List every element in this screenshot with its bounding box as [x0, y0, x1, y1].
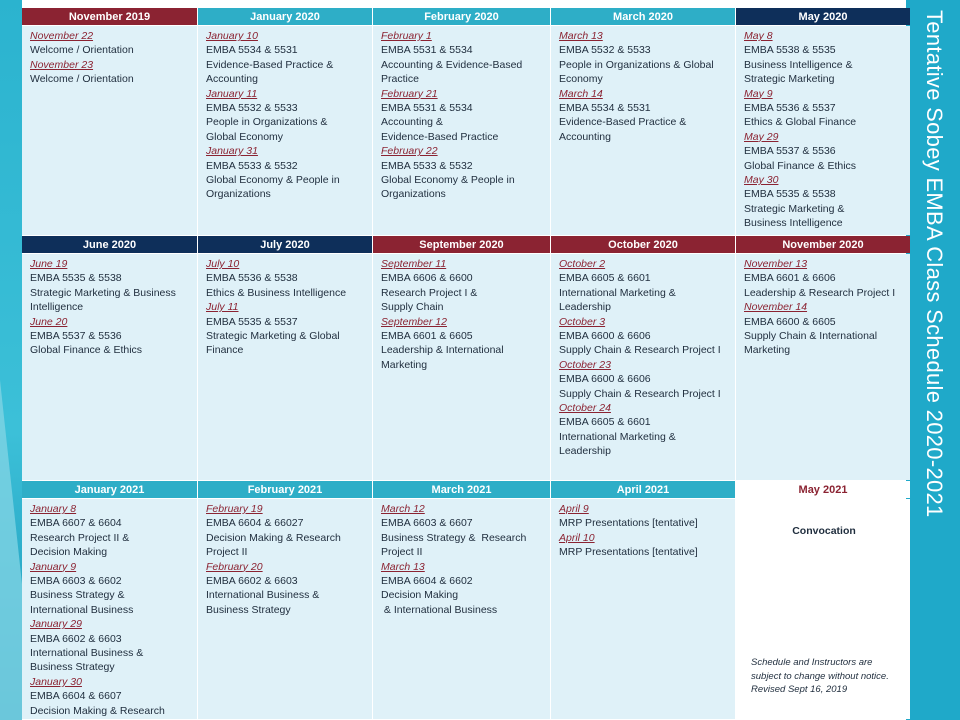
course-line: International Marketing &	[559, 286, 676, 299]
course-line: Business Strategy &	[30, 589, 125, 602]
schedule-grid	[22, 8, 906, 719]
course-line: EMBA 6604 & 6602	[381, 575, 473, 588]
month-header: June 2020	[22, 236, 197, 253]
course-line: EMBA 6600 & 6606	[559, 373, 651, 386]
course-line: EMBA 5533 & 5532	[206, 159, 298, 172]
course-line: EMBA 5532 & 5533	[559, 44, 651, 57]
course-line: Decision Making & Research	[206, 531, 341, 544]
course-line: Business Intelligence	[744, 217, 843, 230]
course-line: EMBA 6604 & 66027	[206, 517, 304, 530]
course-line: EMBA 6600 & 6606	[559, 330, 651, 343]
class-date: June 20	[30, 315, 68, 328]
course-line: Welcome / Orientation	[30, 44, 134, 57]
class-date: May 8	[744, 30, 773, 42]
class-date: February 20	[206, 560, 263, 573]
course-line: Research Project I &	[381, 286, 478, 299]
course-line: MRP Presentations [tentative]	[559, 546, 698, 559]
revision-note: Schedule and Instructors are subject to change without notice. Revised Sept 16, 2019	[751, 657, 889, 695]
month-cell	[22, 254, 197, 480]
course-line: Research Project II &	[30, 531, 130, 544]
course-line: Project II	[381, 546, 423, 559]
course-line: Supply Chain & International	[744, 330, 878, 343]
month-cell	[198, 26, 372, 235]
course-line: Evidence-Based Practice &	[559, 116, 687, 129]
course-line: Ethics & Global Finance	[744, 116, 857, 129]
course-line: EMBA 6603 & 6602	[30, 575, 122, 588]
course-line: Decision Making & Research	[30, 704, 165, 717]
course-line: Accounting &	[381, 116, 443, 129]
month-header: October 2020	[551, 236, 735, 253]
course-line: EMBA 6601 & 6605	[381, 330, 473, 343]
class-date: July 10	[206, 258, 240, 270]
class-date: January 29	[30, 618, 82, 631]
class-date: March 14	[559, 87, 603, 100]
course-line: Business Strategy & Research	[381, 531, 527, 544]
course-line: Business Intelligence &	[744, 58, 853, 71]
course-line: Global Finance & Ethics	[744, 159, 857, 172]
class-date: April 9	[559, 503, 589, 515]
course-line: EMBA 6603 & 6607	[381, 517, 473, 530]
course-line: EMBA 5538 & 5535	[744, 44, 836, 57]
course-line: Global Finance & Ethics	[30, 344, 143, 357]
course-line: People in Organizations &	[206, 116, 328, 129]
course-line: Strategic Marketing	[744, 73, 835, 86]
course-line: EMBA 5535 & 5537	[206, 315, 298, 328]
month-header: March 2021	[373, 481, 550, 498]
month-cell	[551, 254, 735, 480]
course-line: Global Economy	[206, 130, 284, 143]
month-header: May 2021	[736, 481, 910, 498]
month-header: November 2019	[22, 8, 197, 25]
course-line: Economy	[559, 73, 603, 86]
course-line: EMBA 5535 & 5538	[744, 188, 836, 201]
class-date: January 11	[206, 87, 258, 100]
class-date: January 9	[30, 560, 77, 573]
month-cell	[551, 499, 735, 719]
course-line: EMBA 5531 & 5534	[381, 44, 473, 57]
page-title: Tentative Sobey EMBA Class Schedule 2020-2021	[922, 10, 947, 518]
course-line: Supply Chain & Research Project I	[559, 387, 721, 400]
class-date: March 13	[381, 560, 425, 573]
course-line: International Business &	[206, 589, 320, 602]
course-line: EMBA 6605 & 6601	[559, 272, 651, 285]
class-date: January 10	[206, 30, 258, 42]
course-line: Ethics & Business Intelligence	[206, 286, 347, 299]
course-line: International Marketing &	[559, 430, 676, 443]
month-header: January 2020	[198, 8, 372, 25]
class-date: May 30	[744, 174, 779, 187]
class-date: February 19	[206, 503, 263, 515]
class-date: May 29	[744, 130, 779, 143]
course-line: Strategic Marketing & Global	[206, 330, 340, 343]
class-date: June 19	[30, 258, 68, 270]
course-line: People in Organizations & Global	[559, 58, 714, 71]
class-date: March 13	[559, 30, 603, 42]
course-line: EMBA 6602 & 6603	[30, 632, 122, 645]
class-date: February 21	[381, 87, 438, 100]
course-line: EMBA 5533 & 5532	[381, 159, 473, 172]
course-line: Evidence-Based Practice	[381, 130, 499, 143]
course-line: EMBA 5537 & 5536	[30, 330, 122, 343]
course-line: EMBA 6605 & 6601	[559, 416, 651, 429]
course-line: International Business	[30, 603, 134, 616]
month-cell	[22, 499, 197, 719]
course-line: EMBA 5534 & 5531	[206, 44, 298, 57]
course-line: EMBA 5536 & 5537	[744, 102, 836, 115]
course-line: Finance	[206, 344, 244, 357]
month-cell	[373, 254, 550, 480]
course-line: Strategic Marketing & Business	[30, 286, 176, 299]
month-cell	[373, 26, 550, 235]
class-date: October 2	[559, 258, 606, 270]
course-line: EMBA 6602 & 6603	[206, 575, 298, 588]
month-header: September 2020	[373, 236, 550, 253]
course-line: Strategic Marketing &	[744, 202, 845, 215]
class-date: October 24	[559, 402, 611, 415]
course-line: Accounting	[559, 130, 611, 143]
class-date: October 23	[559, 358, 611, 371]
month-header: November 2020	[736, 236, 910, 253]
course-line: Evidence-Based Practice &	[206, 58, 334, 71]
class-date: November 14	[744, 301, 808, 314]
class-date: September 11	[381, 258, 447, 270]
course-line: Accounting	[206, 73, 258, 86]
course-line: EMBA 5534 & 5531	[559, 102, 651, 115]
convocation-label: Convocation	[792, 525, 856, 537]
month-header: July 2020	[198, 236, 372, 253]
course-line: Accounting & Evidence-Based	[381, 58, 523, 71]
month-header: February 2020	[373, 8, 550, 25]
course-line: Leadership	[559, 301, 611, 314]
month-header: January 2021	[22, 481, 197, 498]
month-header: March 2020	[551, 8, 735, 25]
course-line: MRP Presentations [tentative]	[559, 517, 698, 530]
class-date: April 10	[559, 531, 595, 544]
course-line: International Business &	[30, 647, 144, 660]
course-line: Global Economy & People in	[206, 174, 340, 187]
month-cell	[373, 499, 550, 719]
course-line: Welcome / Orientation	[30, 73, 134, 86]
class-date: May 9	[744, 87, 773, 100]
month-cell	[198, 499, 372, 719]
class-date: February 22	[381, 145, 438, 158]
month-cell	[736, 254, 910, 480]
course-line: Leadership & International	[381, 344, 504, 357]
class-date: March 12	[381, 503, 425, 515]
course-line: EMBA 5531 & 5534	[381, 102, 473, 115]
course-line: EMBA 5535 & 5538	[30, 272, 122, 285]
course-line: Business Strategy	[206, 603, 291, 616]
month-cell	[198, 254, 372, 480]
class-date: February 1	[381, 30, 432, 42]
course-line: Project II	[206, 546, 248, 559]
month-cell	[22, 26, 197, 235]
course-line: EMBA 5532 & 5533	[206, 102, 298, 115]
course-line: Organizations	[381, 188, 446, 201]
course-line: Business Strategy	[30, 661, 115, 674]
course-line: EMBA 6600 & 6605	[744, 315, 836, 328]
course-line: EMBA 6607 & 6604	[30, 517, 122, 530]
course-line: Global Economy & People in	[381, 174, 515, 187]
course-line: EMBA 6606 & 6600	[381, 272, 473, 285]
course-line: Supply Chain	[381, 301, 444, 314]
course-line: EMBA 6604 & 6607	[30, 690, 122, 703]
course-line: Decision Making	[381, 589, 459, 602]
month-header: May 2020	[736, 8, 910, 25]
class-date: October 3	[559, 315, 606, 328]
course-line: Organizations	[206, 188, 271, 201]
class-date: July 11	[206, 301, 239, 314]
class-date: November 22	[30, 30, 94, 42]
class-date: November 13	[744, 258, 808, 270]
class-date: January 31	[206, 145, 258, 158]
class-date: September 12	[381, 315, 447, 328]
course-line: Leadership	[559, 445, 611, 458]
course-line: Practice	[381, 73, 419, 86]
course-line: Marketing	[381, 358, 428, 371]
month-cell	[736, 26, 910, 235]
course-line: EMBA 6601 & 6606	[744, 272, 836, 285]
class-date: January 8	[30, 503, 77, 515]
month-cell	[551, 26, 735, 235]
course-line: Supply Chain & Research Project I	[559, 344, 721, 357]
course-line: EMBA 5536 & 5538	[206, 272, 298, 285]
course-line: Leadership & Research Project I	[744, 286, 896, 299]
course-line: EMBA 5537 & 5536	[744, 145, 836, 158]
course-line: Marketing	[744, 344, 791, 357]
class-date: January 30	[30, 675, 82, 688]
month-header: February 2021	[198, 481, 372, 498]
course-line: & International Business	[381, 603, 498, 616]
class-date: November 23	[30, 58, 94, 71]
course-line: Intelligence	[30, 301, 84, 314]
course-line: Decision Making	[30, 546, 108, 559]
month-header: April 2021	[551, 481, 735, 498]
